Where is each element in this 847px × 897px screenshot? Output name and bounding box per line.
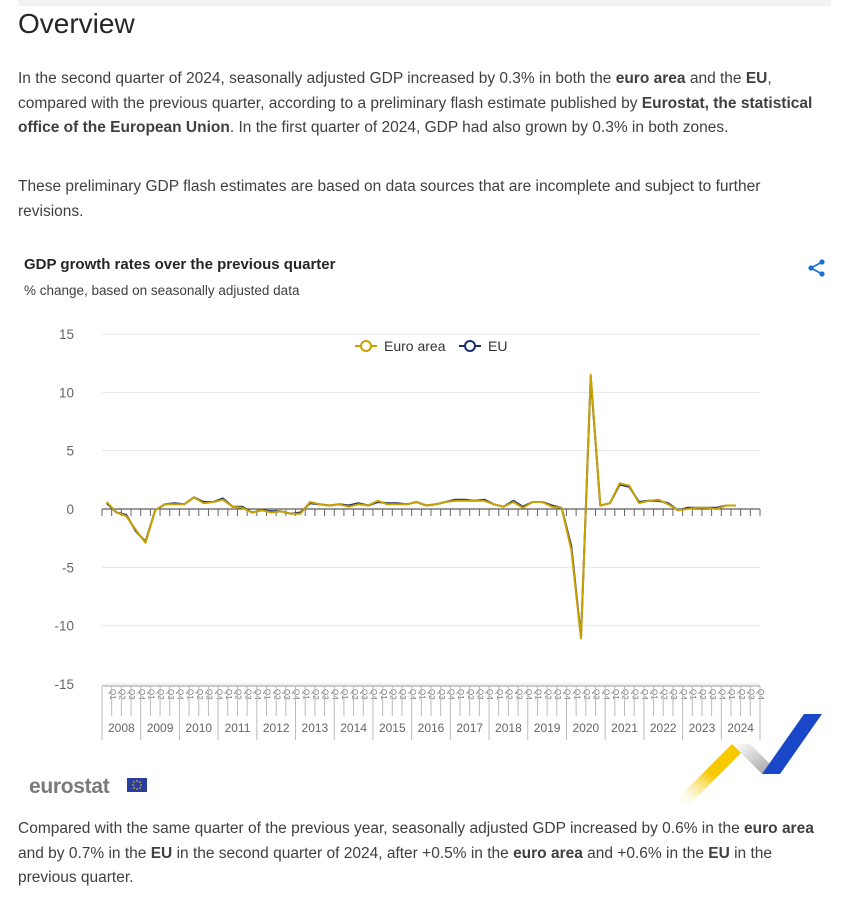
logo-text: eurostat xyxy=(29,775,110,798)
x-year-label: 2016 xyxy=(417,721,445,735)
quarter-tick-label: Q2 xyxy=(620,689,630,700)
quarter-tick-label: Q1 xyxy=(649,689,659,700)
p1-segment: and the xyxy=(685,70,746,87)
quarter-tick-label: Q4 xyxy=(175,689,185,700)
quarter-tick-label: Q1 xyxy=(185,689,195,700)
p1-segment: In the second quarter of 2024, seasonally adjusted GDP increased by 0.3% in both the xyxy=(18,70,616,87)
chart-subtitle: % change, based on seasonally adjusted data xyxy=(24,283,300,298)
quarter-tick-label: Q2 xyxy=(156,689,166,700)
quarter-tick-label: Q4 xyxy=(485,689,495,700)
series-line-euro-area xyxy=(107,375,736,639)
x-year-label: 2017 xyxy=(456,721,484,735)
quarter-tick-label: Q1 xyxy=(417,689,427,700)
quarter-tick-label: Q3 xyxy=(746,689,756,700)
quarter-tick-label: Q2 xyxy=(698,689,708,700)
quarter-tick-label: Q1 xyxy=(340,689,350,700)
quarter-tick-label: Q3 xyxy=(204,689,214,700)
x-year-label: 2019 xyxy=(533,721,561,735)
y-tick-label: 0 xyxy=(66,502,74,517)
quarter-tick-label: Q4 xyxy=(601,689,611,700)
quarter-tick-label: Q4 xyxy=(446,689,456,700)
gdp-growth-chart xyxy=(0,300,847,745)
quarter-tick-label: Q4 xyxy=(330,689,340,700)
quarter-tick-label: Q1 xyxy=(494,689,504,700)
p3-segment: Compared with the same quarter of the previous year, seasonally adjusted GDP increased by 0.6% in the xyxy=(18,820,745,837)
quarter-tick-label: Q4 xyxy=(369,689,379,700)
quarter-tick-label: Q3 xyxy=(359,689,369,700)
quarter-tick-label: Q1 xyxy=(301,689,311,700)
quarter-tick-label: Q2 xyxy=(504,689,514,700)
eurostat-logo xyxy=(29,775,109,799)
quarter-tick-label: Q1 xyxy=(378,689,388,700)
legend-label: Euro area xyxy=(384,338,446,354)
quarter-tick-label: Q1 xyxy=(223,689,233,700)
quarter-tick-label: Q4 xyxy=(291,689,301,700)
quarter-tick-label: Q4 xyxy=(756,689,766,700)
series-line-eu xyxy=(107,377,736,637)
quarter-tick-label: Q3 xyxy=(707,689,717,700)
page-title: Overview xyxy=(18,8,135,39)
quarter-tick-label: Q2 xyxy=(427,689,437,700)
intro-paragraph xyxy=(18,67,818,141)
quarter-tick-label: Q3 xyxy=(669,689,679,700)
p3-segment: in the second quarter of 2024, after +0.5% in the xyxy=(172,844,514,862)
y-tick-label: 15 xyxy=(58,327,74,342)
quarter-tick-label: Q3 xyxy=(591,689,601,700)
quarter-tick-label: Q2 xyxy=(194,689,204,700)
quarter-tick-label: Q1 xyxy=(262,689,272,700)
quarter-tick-label: Q4 xyxy=(562,689,572,700)
p1-segment: EU xyxy=(745,70,768,87)
p1-segment: euro area xyxy=(615,70,686,87)
quarter-tick-label: Q3 xyxy=(436,689,446,700)
y-tick-label: -15 xyxy=(54,677,74,692)
quarter-tick-label: Q4 xyxy=(252,689,262,700)
year-on-year-paragraph xyxy=(18,817,818,891)
quarter-tick-label: Q2 xyxy=(233,689,243,700)
top-divider xyxy=(18,0,831,6)
quarter-tick-label: Q4 xyxy=(678,689,688,700)
quarter-tick-label: Q1 xyxy=(572,689,582,700)
quarter-tick-label: Q3 xyxy=(282,689,292,700)
p3-segment: in the previous quarter. xyxy=(18,844,773,886)
quarter-tick-label: Q4 xyxy=(717,689,727,700)
quarter-tick-label: Q1 xyxy=(533,689,543,700)
chart-title: GDP growth rates over the previous quarter xyxy=(24,256,336,273)
x-year-label: 2012 xyxy=(262,721,290,735)
p1-segment: , compared with the previous quarter, according to a preliminary flash estimate published by xyxy=(18,70,772,112)
quarter-tick-label: Q3 xyxy=(320,689,330,700)
p3-segment: and by 0.7% in the xyxy=(18,844,151,862)
x-year-label: 2021 xyxy=(611,721,638,735)
quarter-tick-label: Q2 xyxy=(311,689,321,700)
x-year-label: 2009 xyxy=(146,721,174,735)
p1-segment: Eurostat, the statistical office of the European Union xyxy=(18,94,813,136)
quarter-tick-label: Q2 xyxy=(117,689,127,700)
quarter-tick-label: Q1 xyxy=(611,689,621,700)
y-tick-label: 5 xyxy=(66,443,74,459)
quarter-tick-label: Q1 xyxy=(688,689,698,700)
quarter-tick-label: Q1 xyxy=(727,689,737,700)
x-year-label: 2020 xyxy=(572,721,600,735)
x-year-label: 2024 xyxy=(727,721,754,735)
x-year-label: 2008 xyxy=(108,721,135,735)
p3-segment: and +0.6% in the xyxy=(582,844,709,862)
quarter-tick-label: Q4 xyxy=(214,689,224,700)
quarter-tick-label: Q2 xyxy=(272,689,282,700)
eurostat-decoration-graphic xyxy=(672,712,822,807)
quarter-tick-label: Q2 xyxy=(349,689,359,700)
legend-label: EU xyxy=(488,338,508,354)
quarter-tick-label: Q3 xyxy=(398,689,408,700)
quarter-tick-label: Q2 xyxy=(581,689,591,700)
x-year-label: 2022 xyxy=(649,721,677,735)
quarter-tick-label: Q3 xyxy=(475,689,485,700)
x-year-label: 2023 xyxy=(688,721,716,735)
quarter-tick-label: Q2 xyxy=(388,689,398,700)
quarter-tick-label: Q4 xyxy=(640,689,650,700)
quarter-tick-label: Q2 xyxy=(659,689,669,700)
x-year-label: 2013 xyxy=(301,721,329,735)
quarter-tick-label: Q1 xyxy=(107,689,117,700)
quarter-tick-label: Q3 xyxy=(127,689,137,700)
quarter-tick-label: Q3 xyxy=(165,689,175,700)
y-tick-label: 10 xyxy=(58,385,74,401)
share-icon-graphic xyxy=(806,257,828,279)
legend-marker xyxy=(361,341,371,351)
quarter-tick-label: Q4 xyxy=(136,689,146,700)
p3-segment: EU xyxy=(708,844,730,862)
p3-segment: euro area xyxy=(744,820,814,837)
quarter-tick-label: Q4 xyxy=(523,689,533,700)
x-year-label: 2011 xyxy=(224,721,251,735)
y-tick-label: -10 xyxy=(54,618,74,634)
y-tick-label: -5 xyxy=(61,560,74,576)
quarter-tick-label: Q3 xyxy=(243,689,253,700)
quarter-tick-label: Q2 xyxy=(465,689,475,700)
p3-segment: euro area xyxy=(513,844,583,862)
p1-segment: . In the first quarter of 2024, GDP had also grown by 0.3% in both zones. xyxy=(229,119,729,136)
share-icon[interactable] xyxy=(806,257,828,279)
x-year-label: 2010 xyxy=(185,721,213,735)
quarter-tick-label: Q3 xyxy=(514,689,524,700)
flash-estimate-note xyxy=(18,175,818,224)
quarter-tick-label: Q4 xyxy=(407,689,417,700)
p2-segment: These preliminary GDP flash estimates are based on data sources that are incomplete and subject to further revisions. xyxy=(18,178,761,220)
quarter-tick-label: Q1 xyxy=(146,689,156,700)
legend-marker xyxy=(465,341,475,351)
quarter-tick-label: Q3 xyxy=(630,689,640,700)
quarter-tick-label: Q1 xyxy=(456,689,466,700)
x-year-label: 2018 xyxy=(495,721,522,735)
x-year-label: 2015 xyxy=(378,721,406,735)
x-year-label: 2014 xyxy=(340,721,367,735)
quarter-tick-label: Q3 xyxy=(552,689,562,700)
eu-flag-icon xyxy=(127,778,147,792)
quarter-tick-label: Q2 xyxy=(736,689,746,700)
quarter-tick-label: Q2 xyxy=(543,689,553,700)
p3-segment: EU xyxy=(150,844,173,862)
